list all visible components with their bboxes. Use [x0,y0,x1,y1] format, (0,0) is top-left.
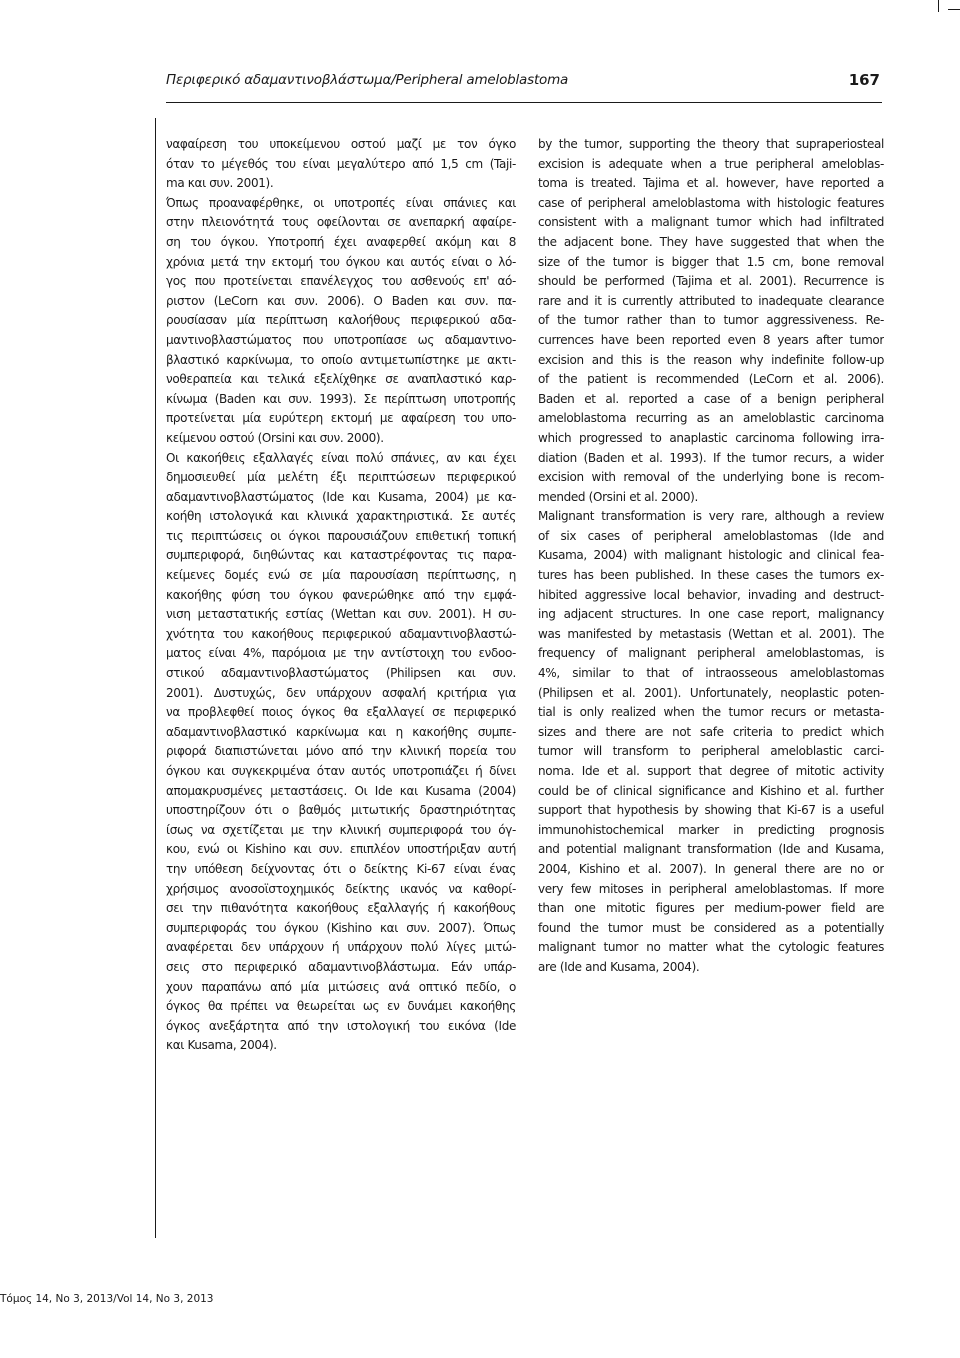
text-line: excision and this is the reason why indefinite follow-up [538,352,884,367]
text-line: ίσως να σχετίζεται με την κλινική συμπεριφορά του όγ- [166,822,516,837]
text-line: την υπόθεση δείχνοντας ότι ο δείκτης Ki-67 είναι ένας [166,861,516,876]
text-line: tial is only realized when the tumor recurs or metasta- [538,705,884,720]
text-line: να προβλεφθεί ποιος όγκος θα εξαλλαγεί σε περιφερικό [166,705,516,720]
text-line: νοθεραπεία και τελικά εξελίχθηκε σε αναπλαστικό καρ- [166,372,516,387]
text-line: ματος είναι 4%, παρόμοια με την αντίστοιχη του ενδοο- [166,646,516,661]
text-line: size of the tumor is bigger that 1.5 cm, bone removal [538,254,884,269]
text-line: which progressed to anaplastic carcinoma following irra- [538,430,884,445]
text-line: than one mitotic figures per medium-power field are [538,901,884,916]
text-line: στικού αδαμαντινοβλαστώματος (Philipsen και συν. [166,666,516,681]
text-line: tures has been published. In these cases the tumors ex- [538,568,884,583]
text-line: of six cases of peripheral ameloblastomas (Ide and [538,528,884,543]
text-line: αδαμαντινοβλαστικό καρκίνωμα και η κακοήθης συμπε- [166,724,516,739]
text-line: malignant tumor no matter what the cytologic features [538,940,884,955]
text-line: ρουσίασαν μία περίπτωση καλοήθους περιφερικού αδα- [166,313,516,328]
text-line: στην πλειονότητά τους οφείλονται σε ανεπαρκή αφαίρε- [166,215,516,230]
text-line: ριστον (LeCorn και συν. 2006). Ο Baden και συν. πα- [166,293,516,308]
text-line: νιση μεταστατικής εστίας (Wettan και συν. 2001). Η συ- [166,607,516,622]
text-line: Kusama, 2004) with malignant histologic and clinical fea- [538,548,884,563]
text-line: και Kusama, 2004). [166,1038,277,1053]
running-title: Περιφερικό αδαμαντινοβλάστωμα/Peripheral ameloblastoma [166,72,569,88]
text-line: ma και συν. 2001). [166,176,274,191]
text-line: κίνωμα (Baden και συν. 1993). Σε περίπτωση υποτροπής [166,391,516,406]
text-line: should be performed (Tajima et al. 2001). Recurrence is [538,274,884,289]
text-line: was manifested by metastasis (Wettan et al. 2001). The [538,626,884,641]
text-line: συμπεριφορά, διηθώντας και καταστρέφοντας τις παρα- [166,548,516,563]
text-line: σει την πιθανότητα κακοήθους εξαλλαγής ή κακοήθους [166,901,516,916]
text-line: τις περιπτώσεις οι όγκοι παρουσιάζουν επιθετική τοπική [166,528,516,543]
text-line: κοήθη ιστολογικά και κλινικά χαρακτηριστικά. Σε αυτές [166,509,516,524]
text-line: μαντινοβλαστώματος που υποτροπίασε ως αδαμαντινο- [166,332,516,347]
text-line: κακοήθης φύση του όγκου φανερώθηκε από την εμφά- [166,587,516,602]
header-rule [166,102,882,103]
text-line: by the tumor, supporting the theory that supraperiosteal [538,137,884,151]
text-line: immunohistochemical marker in predicting prognosis [538,822,884,837]
text-line: sizes and there are not safe criteria to predict which [538,724,884,739]
text-line: χρήσιμος ανοσοϊστοχημικός δείκτης ικανός να καθορί- [166,881,516,896]
text-line: rare and it is currently attributed to inadequate clearance [538,293,884,308]
english-text-column [538,135,884,978]
text-line: excision with removal of the underlying bone is recom- [538,470,884,485]
text-line: frequency of malignant peripheral ameloblastomas, is [538,646,884,661]
text-line: όγκος ανεξάρτητα από την ιστολογική του εικόνα (Ide [166,1018,516,1033]
text-line: ameloblastoma recurring as an ameloblastic carcinoma [538,411,884,426]
text-line: Baden et al. reported a case of a benign peripheral [538,391,884,406]
text-line: the adjacent bone. They have suggested that when the [538,234,884,249]
text-line: κείμενου οστού (Orsini και συν. 2000). [166,430,384,445]
text-line: are (Ide and Kusama, 2004). [538,959,700,974]
text-line: αναφέρεται δεν υπάρχουν ή υπάρχουν πολύ λίγες μιτώ- [166,940,516,955]
text-line: toma is treated. Tajima et al. however, have reported a [538,176,884,191]
text-line: (Philipsen et al. 2001). Unfortunately, neoplastic poten- [538,685,884,700]
text-line: χρόνια μετά την εκτομή του όγκου και αυτός είναι ο λό- [166,254,516,269]
text-line: 2001). Δυστυχώς, δεν υπάρχουν ασφαλή κριτήρια για [166,685,516,700]
text-line: σεις στο περιφερικό αδαμαντινοβλάστωμα. Εάν υπάρ- [166,959,516,974]
text-line: απομακρυσμένες μεταστάσεις. Οι Ide και Kusama (2004) [166,783,516,798]
text-line: tumor will transform to peripheral ameloblastic carci- [538,744,884,759]
text-line: found the tumor must be considered as a potentially [538,920,884,935]
text-line: case of peripheral ameloblastoma with histologic features [538,195,884,210]
text-line: noma. Ide et al. support that degree of mitotic activity [538,764,884,778]
text-line: very few mitoses in peripheral ameloblastomas. If more [538,881,884,896]
text-line: Όπως προαναφέρθηκε, οι υποτροπές είναι σπάνιες και [166,195,516,210]
text-line: κου, ενώ οι Kishino και συν. επιπλέον υποστήριξαν αυτή [166,842,516,857]
text-line: 4%, similar to that of intraosseous ameloblastomas [538,666,884,681]
text-line: ναφαίρεση του υποκείμενου οστού μαζί με τον όγκο [166,137,516,151]
text-line: γος που προτείνεται επανέλεγχος του ασθενούς επ' αό- [166,274,516,289]
column-divider [155,118,156,1238]
text-line: προτείνεται μία ευρύτερη εκτομή με αφαίρεση του υπο- [166,411,516,426]
text-line: ριφορά διαπιστώνεται μόνο από την κλινική πορεία του [166,744,516,759]
text-line: of the tumor rather than to tumor aggressiveness. Re- [538,313,884,328]
text-line: support that hypothesis by showing that Ki-67 is a useful [538,803,884,818]
text-line: currences have been reported even 8 years after tumor [538,332,884,347]
text-line: could be of clinical significance and Kishino et al. further [538,783,884,798]
text-line: ing adjacent structures. In one case report, malignancy [538,607,884,622]
text-line: αδαμαντινοβλαστώματος (Ide και Kusama, 2004) με κα- [166,489,516,504]
footer-volume-info: Τόμος 14, No 3, 2013/Vol 14, No 3, 2013 [0,1293,214,1305]
text-line: Malignant transformation is very rare, although a review [538,509,884,524]
text-line: όγκος θα πρέπει να θεωρείται ως εν δυνάμει κακοήθης [166,999,516,1014]
text-line: of the patient is recommended (LeCorn et al. 2006). [538,372,884,387]
text-line: χνότητα του κακοήθους περιφερικού αδαμαντινοβλαστώ- [166,626,516,641]
text-line: hibited aggressive local behavior, invading and destruct- [538,587,884,602]
text-line: δημοσιευθεί μία μελέτη έξι περιπτώσεων περιφερικού [166,470,516,485]
crop-mark-vertical [938,0,939,12]
text-line: όταν το μέγεθός του είναι μεγαλύτερο από 1,5 cm (Taji- [166,156,516,171]
text-line: diation (Baden et al. 1993). If the tumor recurs, a wider [538,450,884,465]
text-line: συμπεριφοράς του όγκου (Kishino και συν. 2007). Όπως [166,920,516,935]
crop-mark-horizontal [948,9,960,10]
text-line: βλαστικό καρκίνωμα, το οποίο αντιμετωπίστηκε με ακτι- [166,352,516,367]
text-line: ση του όγκου. Υποτροπή έχει αναφερθεί ακόμη και 8 [166,234,516,249]
text-line: χουν παραπάνω από μία μιτώσεις ανά οπτικό πεδίο, ο [166,979,516,994]
text-line: excision is adequate when a true peripheral ameloblas- [538,156,884,171]
text-line: κείμενες δομές ενώ σε μία παρουσίαση περίπτωσης, η [166,568,516,583]
greek-text-column [166,135,516,1056]
text-line: Οι κακοήθεις εξαλλαγές είναι πολύ σπάνιες, αν και έχει [166,450,516,465]
text-line: 2004, Kishino et al. 2007). In general there are no or [538,861,884,876]
text-line: consistent with a malignant tumor which had infiltrated [538,215,884,230]
page-number: 167 [848,71,880,89]
text-line: mended (Orsini et al. 2000). [538,489,698,504]
text-line: υποστηρίζουν ότι ο βαθμός μιτωτικής δραστηριότητας [166,803,516,818]
text-line: and potential malignant transformation (Ide and Kusama, [538,842,884,857]
text-line: όγκου και συγκεκριμένα όταν αυτός υποτροπιάζει ή δίνει [166,764,516,778]
